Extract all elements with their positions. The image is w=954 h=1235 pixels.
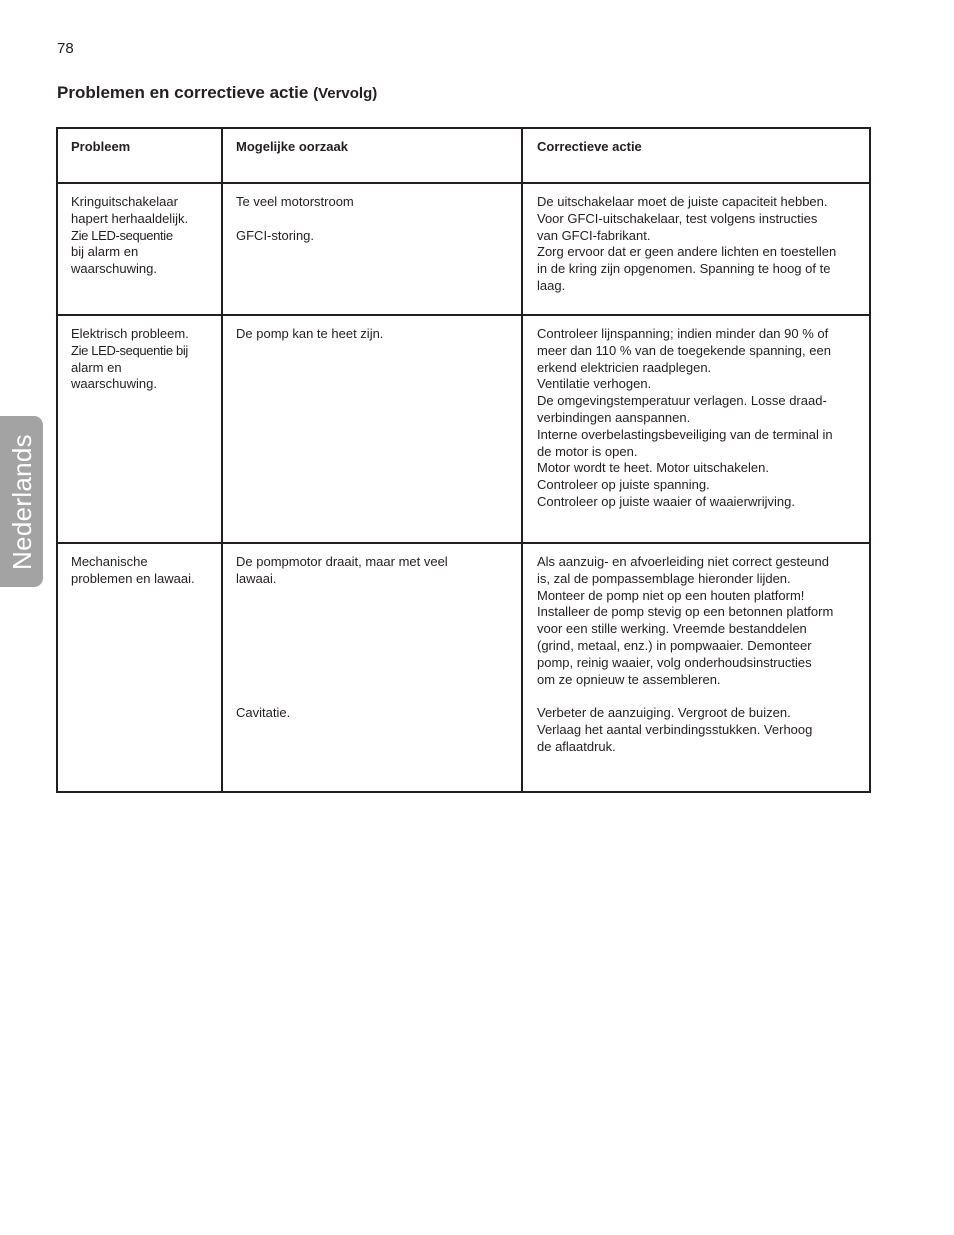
action-line: De uitschakelaar moet de juiste capaciteit hebben.	[537, 194, 828, 209]
action-block	[537, 705, 869, 755]
table-row	[58, 316, 869, 544]
section-heading	[57, 83, 377, 104]
table-header-row	[58, 129, 869, 184]
action-line: in de kring zijn opgenomen. Spanning te hoog of te	[537, 261, 831, 277]
problem-cell	[58, 316, 223, 542]
column-header-label: Correctieve actie	[537, 139, 642, 154]
cause-line: Te veel motorstroom	[236, 194, 354, 209]
action-line: Ventilatie verhogen.	[537, 376, 652, 392]
action-line: verbindingen aanspannen.	[537, 409, 691, 425]
language-side-tab	[0, 416, 43, 587]
action-block	[537, 326, 869, 511]
section-heading-title: Problemen en correctieve actie	[57, 83, 309, 102]
language-side-tab-label: Nederlands	[6, 433, 37, 570]
action-line: Verbeter de aanzuiging. Vergroot de buizen.	[537, 705, 791, 721]
action-line: De omgevingstemperatuur verlagen. Losse draad-	[537, 393, 827, 409]
cause-line: De pompmotor draait, maar met veel	[236, 554, 448, 569]
cause-cell	[223, 184, 523, 314]
action-cell	[523, 544, 869, 791]
action-line: de motor is open.	[537, 443, 638, 459]
action-line: erkend elektricien raadplegen.	[537, 359, 712, 375]
problem-line: Zie LED-sequentie bij	[71, 342, 188, 358]
problem-line: hapert herhaaldelijk.	[71, 210, 189, 226]
action-line: Verlaag het aantal verbindingsstukken. Verhoog	[537, 721, 813, 737]
action-cell	[523, 184, 869, 314]
column-header-action	[523, 129, 869, 182]
action-line: Controleer op juiste spanning.	[537, 477, 710, 493]
cause-block	[236, 326, 521, 343]
action-line: is, zal de pompassemblage hieronder lijden.	[537, 570, 791, 586]
problem-line: bij alarm en	[71, 244, 139, 260]
problem-cell	[58, 184, 223, 314]
problem-line: problemen en lawaai.	[71, 570, 195, 586]
column-header-label: Probleem	[71, 139, 131, 154]
action-line: Controleer op juiste waaier of waaierwrijving.	[537, 493, 795, 509]
cause-block	[236, 228, 521, 245]
action-line: de aflaatdruk.	[537, 738, 616, 754]
cause-line: lawaai.	[236, 570, 277, 586]
action-line: laag.	[537, 277, 566, 293]
action-line: Monteer de pomp niet op een houten platform!	[537, 587, 805, 603]
action-line: (grind, metaal, enz.) in pompwaaier. Demonteer	[537, 637, 812, 653]
action-line: om ze opnieuw te assembleren.	[537, 671, 721, 687]
problem-line: waarschuwing.	[71, 376, 157, 392]
action-line: van GFCI-fabrikant.	[537, 227, 651, 243]
action-block	[537, 554, 869, 688]
problem-line: alarm en	[71, 359, 122, 375]
section-heading-continued: (Vervolg)	[313, 85, 378, 102]
troubleshooting-table	[56, 127, 871, 793]
action-line: Voor GFCI-uitschakelaar, test volgens instructies	[537, 210, 818, 226]
problem-cell	[58, 544, 223, 791]
problem-line: Zie LED-sequentie	[71, 227, 173, 243]
table-row	[58, 184, 869, 316]
problem-line: Elektrisch probleem.	[71, 326, 189, 341]
cause-block	[236, 705, 521, 722]
action-line: Installeer de pomp stevig op een betonnen platform	[537, 604, 834, 620]
table-row	[58, 544, 869, 791]
action-line: Interne overbelastingsbeveiliging van de terminal in	[537, 426, 833, 442]
action-line: voor een stille werking. Vreemde bestanddelen	[537, 621, 807, 637]
cause-block	[236, 194, 521, 211]
action-line: pomp, reinig waaier, volg onderhoudsinstructies	[537, 654, 812, 670]
page-number: 78	[57, 40, 74, 57]
cause-line: Cavitatie.	[236, 705, 291, 721]
cause-block	[236, 554, 521, 588]
action-line: meer dan 110 % van de toegekende spanning, een	[537, 342, 831, 358]
problem-line: waarschuwing.	[71, 261, 157, 277]
cause-cell	[223, 316, 523, 542]
action-line: Als aanzuig- en afvoerleiding niet correct gesteund	[537, 554, 829, 569]
column-header-label: Mogelijke oorzaak	[236, 139, 348, 154]
action-line: Motor wordt te heet. Motor uitschakelen.	[537, 460, 769, 476]
problem-line: Mechanische	[71, 554, 148, 569]
column-header-cause	[223, 129, 523, 182]
column-header-problem	[58, 129, 223, 182]
cause-line: De pomp kan te heet zijn.	[236, 326, 384, 341]
cause-cell	[223, 544, 523, 791]
action-line: Controleer lijnspanning; indien minder dan 90 % of	[537, 326, 829, 341]
action-cell	[523, 316, 869, 542]
cause-line: GFCI-storing.	[236, 227, 315, 243]
action-line: Zorg ervoor dat er geen andere lichten en toestellen	[537, 244, 837, 260]
action-block	[537, 194, 869, 295]
problem-line: Kringuitschakelaar	[71, 194, 178, 209]
